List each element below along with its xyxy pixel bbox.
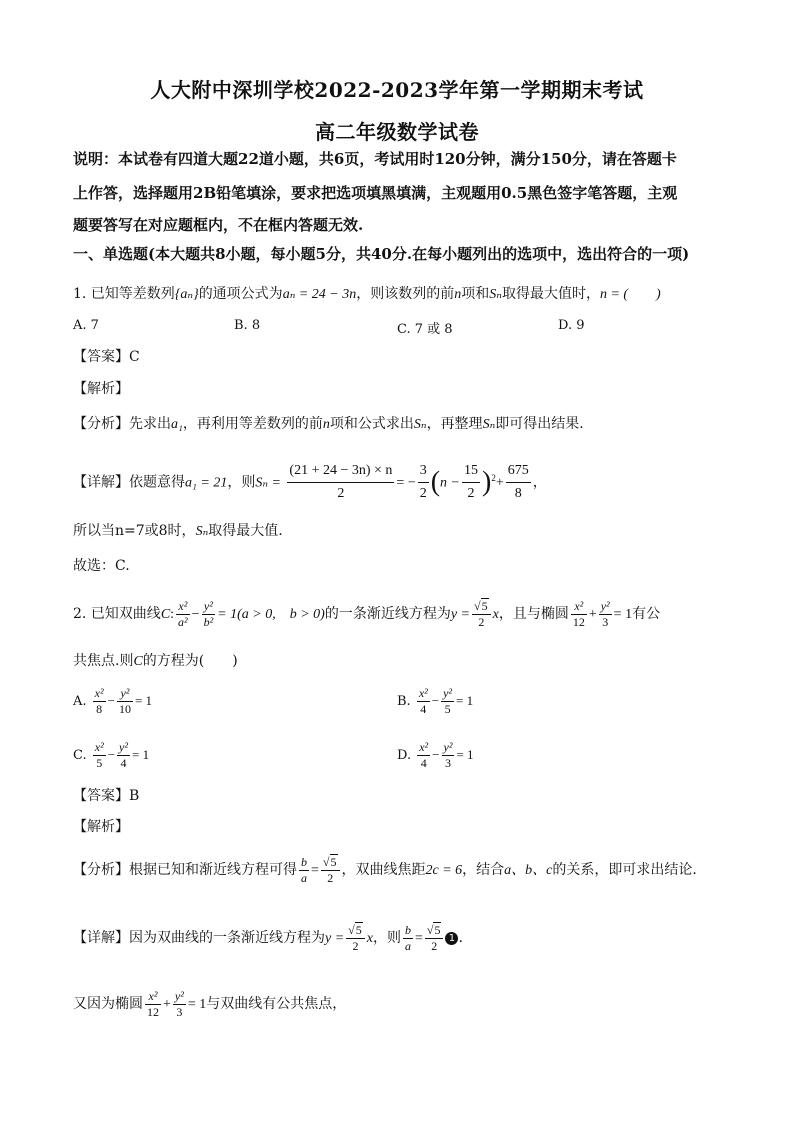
q1-text-1: 已知等差数列 <box>90 286 175 302</box>
var-sn: Sₙ <box>489 287 502 302</box>
fraction <box>93 740 106 771</box>
denominator: 4 <box>420 702 427 716</box>
fraction-b-a <box>403 923 413 954</box>
fraction-b-a <box>299 855 309 886</box>
instructions-line-3: 题要答写在对应题框内，不在框内答题无效. <box>73 216 364 234</box>
var-c: C <box>133 654 143 669</box>
close-paren: ) <box>482 466 492 498</box>
denominator: a <box>404 938 411 953</box>
q1-blank: n = ( ) <box>599 287 661 302</box>
question-1 <box>73 281 723 308</box>
numerator: y² <box>174 988 184 1003</box>
denominator: 10 <box>118 702 131 716</box>
q1-fenxi-2: ，再利用等差数列的前 <box>182 416 323 432</box>
question-number: 2. <box>73 606 87 622</box>
numerator: y² <box>202 599 216 615</box>
numerator: 3 <box>418 460 429 483</box>
question-number: 1. <box>73 286 87 302</box>
var-sn: Sₙ <box>195 524 209 539</box>
denominator: 5 <box>96 756 103 770</box>
numerator: y² <box>600 598 610 613</box>
q2-fenxi-3: ，结合 <box>462 862 505 878</box>
denominator: a² <box>178 614 188 629</box>
fraction <box>117 740 130 771</box>
fraction-sqrt5-2 <box>425 923 444 954</box>
fraction-y2-b2 <box>202 599 216 630</box>
instructions-line-1: 说明：本试卷有四道大题22道小题，共6页，考试用时120分钟，满分150分，请在答题卡 <box>73 150 677 168</box>
q2-line-2 <box>73 648 723 675</box>
instructions-line-2: 上作答，选择题用2B铅笔填涂，要求把选项填黑填满，主观题用0.5黑色签字笔答题，主观 <box>73 184 678 202</box>
fraction <box>417 740 430 771</box>
q1-conclusion <box>73 518 723 545</box>
denominator: 3 <box>176 1004 183 1019</box>
q1-detail <box>73 458 723 505</box>
option-label: C. <box>73 748 87 763</box>
denominator: 4 <box>420 756 427 770</box>
numerator: 675 <box>506 460 531 483</box>
q1-option-b: B. 8 <box>234 318 261 333</box>
question-2: 2. 已知双曲线C: $\frac{\text{x²}}{\text{a²}}$ − $\frac{\text{y²}}{\text{b²}}$ = 1(a > 0, b > 0)的一条渐近线方程为y = $\frac{√5}{2}$ x，且与椭圆 $\frac{\text{x²}}{12}$ + $\frac{\text{y²}}{3}$ = 1有公 <box>73 598 661 629</box>
q1-fenxi-4: ，再整理 <box>426 416 483 432</box>
numerator: b <box>301 854 307 869</box>
var-a1: a₁ <box>171 417 183 432</box>
var-c: C <box>160 607 171 622</box>
q2-option-b: B. $\frac{\text{x²}}{4}$ − $\frac{\text{y²}}{5}$ = 1 <box>397 686 474 716</box>
q1-option-c: C. 7 或 8 <box>397 322 453 337</box>
sequence-symbol: {aₙ} <box>174 287 199 302</box>
q1-fenxi-5: 即可得出结果. <box>495 416 584 432</box>
answer-label: 【答案】 <box>73 349 129 365</box>
option-label: A. <box>73 694 87 709</box>
fenxi-label: 【分析】 <box>73 862 129 878</box>
exam-title: 人大附中深圳学校2022-2023学年第一学期期末考试 <box>150 78 644 102</box>
q1-option-a: A. 7 <box>73 318 99 333</box>
denominator: 2 <box>352 938 359 953</box>
q1-detail-1: 依题意得 <box>129 474 185 491</box>
numerator: √5 <box>321 855 340 871</box>
denominator: a <box>301 870 307 885</box>
fraction-y2-3 <box>599 599 612 630</box>
numerator: (21 + 24 − 3n) × n <box>287 460 394 483</box>
numerator: √5 <box>472 599 491 615</box>
q2-last-line: 又因为椭圆 $\frac{\text{x²}}{12}$ + $\frac{\text{y²}}{3}$ = 1与双曲线有公共焦点， <box>73 988 347 1019</box>
q1-detail-2: ，则 <box>227 474 256 491</box>
answer-value: B <box>129 788 140 804</box>
y-equals: y = <box>325 931 345 946</box>
fraction-sqrt5-2 <box>346 923 365 954</box>
sn-equation: Sₙ = <box>255 475 281 491</box>
numerator: x² <box>145 989 161 1005</box>
fraction-15-2 <box>462 460 480 505</box>
q2-fenxi-4: 的关系，即可求出结论. <box>552 862 697 878</box>
denominator: 2 <box>467 486 475 502</box>
fraction-sqrt5-2 <box>472 599 491 630</box>
q2-text-1: 已知双曲线 <box>90 606 161 622</box>
denominator: 3 <box>602 614 609 629</box>
q2-text-2: 的一条渐近线方程为 <box>324 606 451 622</box>
q1-answer <box>73 344 723 370</box>
radicand: 5 <box>481 598 488 613</box>
period: . <box>458 930 463 946</box>
q2-last-2: 与双曲线有公共焦点， <box>206 996 347 1012</box>
denominator: 3 <box>444 756 451 770</box>
numerator: √5 <box>425 923 444 939</box>
denominator: 8 <box>514 486 522 502</box>
denominator: 12 <box>147 1004 159 1019</box>
equals-one: = 1 <box>131 747 150 762</box>
detail-label: 【详解】 <box>73 474 129 491</box>
fraction-sum <box>287 460 394 505</box>
numerator: 15 <box>462 460 480 483</box>
hyperbola-condition: = 1(a > 0, b > 0) <box>217 607 325 622</box>
q1-conclusion-2: 取得最大值. <box>208 523 283 539</box>
q1-text-5: 取得最大值时， <box>501 286 600 302</box>
q2-option-d: D. $\frac{\text{x²}}{4}$ − $\frac{\text{y²}}{3}$ = 1 <box>397 740 474 770</box>
q1-formula: aₙ = 24 − 3n <box>282 287 357 302</box>
equals-one: = 1 <box>456 693 474 708</box>
answer-value: C <box>129 349 140 365</box>
q1-text-4: 项和 <box>461 286 490 302</box>
q2-fenxi-1: 根据已知和渐近线方程可得 <box>129 862 297 878</box>
var-sn: Sₙ <box>482 417 496 432</box>
equals-one: = 1 <box>187 997 207 1012</box>
fraction-x2-12 <box>145 989 161 1020</box>
q2-detail-2: ，则 <box>372 930 401 946</box>
option-label: B. <box>397 694 411 709</box>
numerator: y² <box>443 740 453 754</box>
fraction <box>417 686 430 717</box>
q2-detail-1: 因为双曲线的一条渐近线方程为 <box>129 930 325 946</box>
q1-fenxi-1: 先求出 <box>129 416 171 432</box>
q1-analysis-label <box>73 376 723 402</box>
section-heading: 一、单选题(本大题共8小题，每小题5分，共40分.在每小题列出的选项中，选出符合的一项) <box>73 245 690 263</box>
var-x: x <box>492 607 499 622</box>
fraction-y2-3 <box>173 989 186 1020</box>
numerator: x² <box>94 686 104 700</box>
q1-option-d: D. 9 <box>558 318 585 333</box>
fraction <box>117 686 133 717</box>
q1-fenxi <box>73 411 723 438</box>
q2-option-c: C. $\frac{\text{x²}}{5}$ − $\frac{\text{y²}}{4}$ = 1 <box>73 740 150 770</box>
var-abc: a、b、c <box>504 863 553 878</box>
numerator: x² <box>94 740 104 754</box>
var-n: n <box>454 287 462 302</box>
denominator: 2 <box>337 486 345 502</box>
numerator: x² <box>418 686 428 700</box>
denominator: b² <box>203 614 214 629</box>
comma: ， <box>532 474 547 491</box>
a1-equation: a₁ = 21 <box>185 475 228 491</box>
denominator: 5 <box>444 702 451 716</box>
denominator: 2 <box>419 486 427 502</box>
detail-label: 【详解】 <box>73 930 129 946</box>
radicand: 5 <box>434 922 441 937</box>
q2-fenxi-2: ，双曲线焦距 <box>341 862 426 878</box>
exam-subtitle: 高二年级数学试卷 <box>315 120 479 144</box>
q2-last-1: 又因为椭圆 <box>73 996 143 1012</box>
numerator: x² <box>419 740 429 754</box>
fraction <box>441 686 454 717</box>
circled-number-icon: 1 <box>445 932 458 945</box>
q1-choose: 故选：C. <box>73 558 130 574</box>
fraction <box>442 740 455 771</box>
answer-label: 【答案】 <box>73 788 129 804</box>
analysis-label: 【解析】 <box>73 381 129 397</box>
q2-line-2a: 共焦点.则 <box>73 653 134 669</box>
numerator: b <box>404 922 411 937</box>
analysis-label: 【解析】 <box>73 819 129 835</box>
radicand: 5 <box>330 854 337 869</box>
q1-conclusion-1: 所以当n=7或8时， <box>73 523 196 539</box>
plus-sign: + <box>495 475 504 491</box>
numerator: y² <box>119 740 128 754</box>
denominator: 2 <box>327 870 334 885</box>
q2-analysis-label <box>73 814 723 840</box>
denominator: 2 <box>431 938 438 953</box>
fraction-x2-12 <box>571 599 587 630</box>
denominator: 8 <box>96 702 103 716</box>
numerator: y² <box>117 686 133 702</box>
fraction-sqrt5-2 <box>321 855 340 886</box>
denominator: 4 <box>120 756 127 770</box>
q2-fenxi: 【分析】根据已知和渐近线方程可得 $\frac{b}{a}$ = $\frac{√5}{2}$ ，双曲线焦距2c = 6，结合a、b、c的关系，即可求出结论. <box>73 854 697 885</box>
equals-one: = 1 <box>456 747 474 762</box>
fraction <box>93 686 106 717</box>
numerator: x² <box>571 599 587 615</box>
open-paren: ( <box>430 466 441 498</box>
q2-answer <box>73 783 723 809</box>
q1-fenxi-3: 项和公式求出 <box>329 416 414 432</box>
q2-detail: 【详解】因为双曲线的一条渐近线方程为y = $\frac{√5}{2}$ x，则 $\frac{b}{a}$ = $\frac{√5}{2}$ 1 . <box>73 922 463 953</box>
fraction-675-8 <box>506 460 531 505</box>
y-equals: y = <box>450 607 471 622</box>
fraction-x2-a2 <box>176 599 190 630</box>
numerator: x² <box>176 599 190 615</box>
q2-text-4: 有公 <box>632 606 661 622</box>
radicand: 5 <box>355 922 362 937</box>
equals-minus: = − <box>396 475 416 491</box>
fenxi-label: 【分析】 <box>73 416 129 432</box>
focal-equation: 2c = 6 <box>425 863 463 878</box>
square-exponent: 2 <box>491 473 496 483</box>
var-n: n <box>322 417 330 432</box>
q2-line-2b: 的方程为( ) <box>142 653 238 669</box>
q2-text-3: ，且与椭圆 <box>498 606 569 622</box>
var-sn: Sₙ <box>413 417 427 432</box>
numerator: √5 <box>346 923 365 939</box>
fraction-3-2 <box>418 460 429 505</box>
equals-one: = 1 <box>613 607 633 622</box>
var-x: x <box>366 931 373 946</box>
q1-text-3: ，则该数列的前 <box>356 286 455 302</box>
equals-one: = 1 <box>134 693 153 708</box>
inner-expr: n − <box>440 475 460 491</box>
denominator: 2 <box>478 614 485 629</box>
q2-option-a: A. $\frac{\text{x²}}{8}$ − $\frac{\text{y²}}{10}$ = 1 <box>73 686 153 716</box>
option-label: D. <box>397 748 412 763</box>
numerator: y² <box>443 686 453 700</box>
denominator: 12 <box>572 614 585 629</box>
colon: : <box>170 607 175 622</box>
q1-text-2: 的通项公式为 <box>198 286 283 302</box>
